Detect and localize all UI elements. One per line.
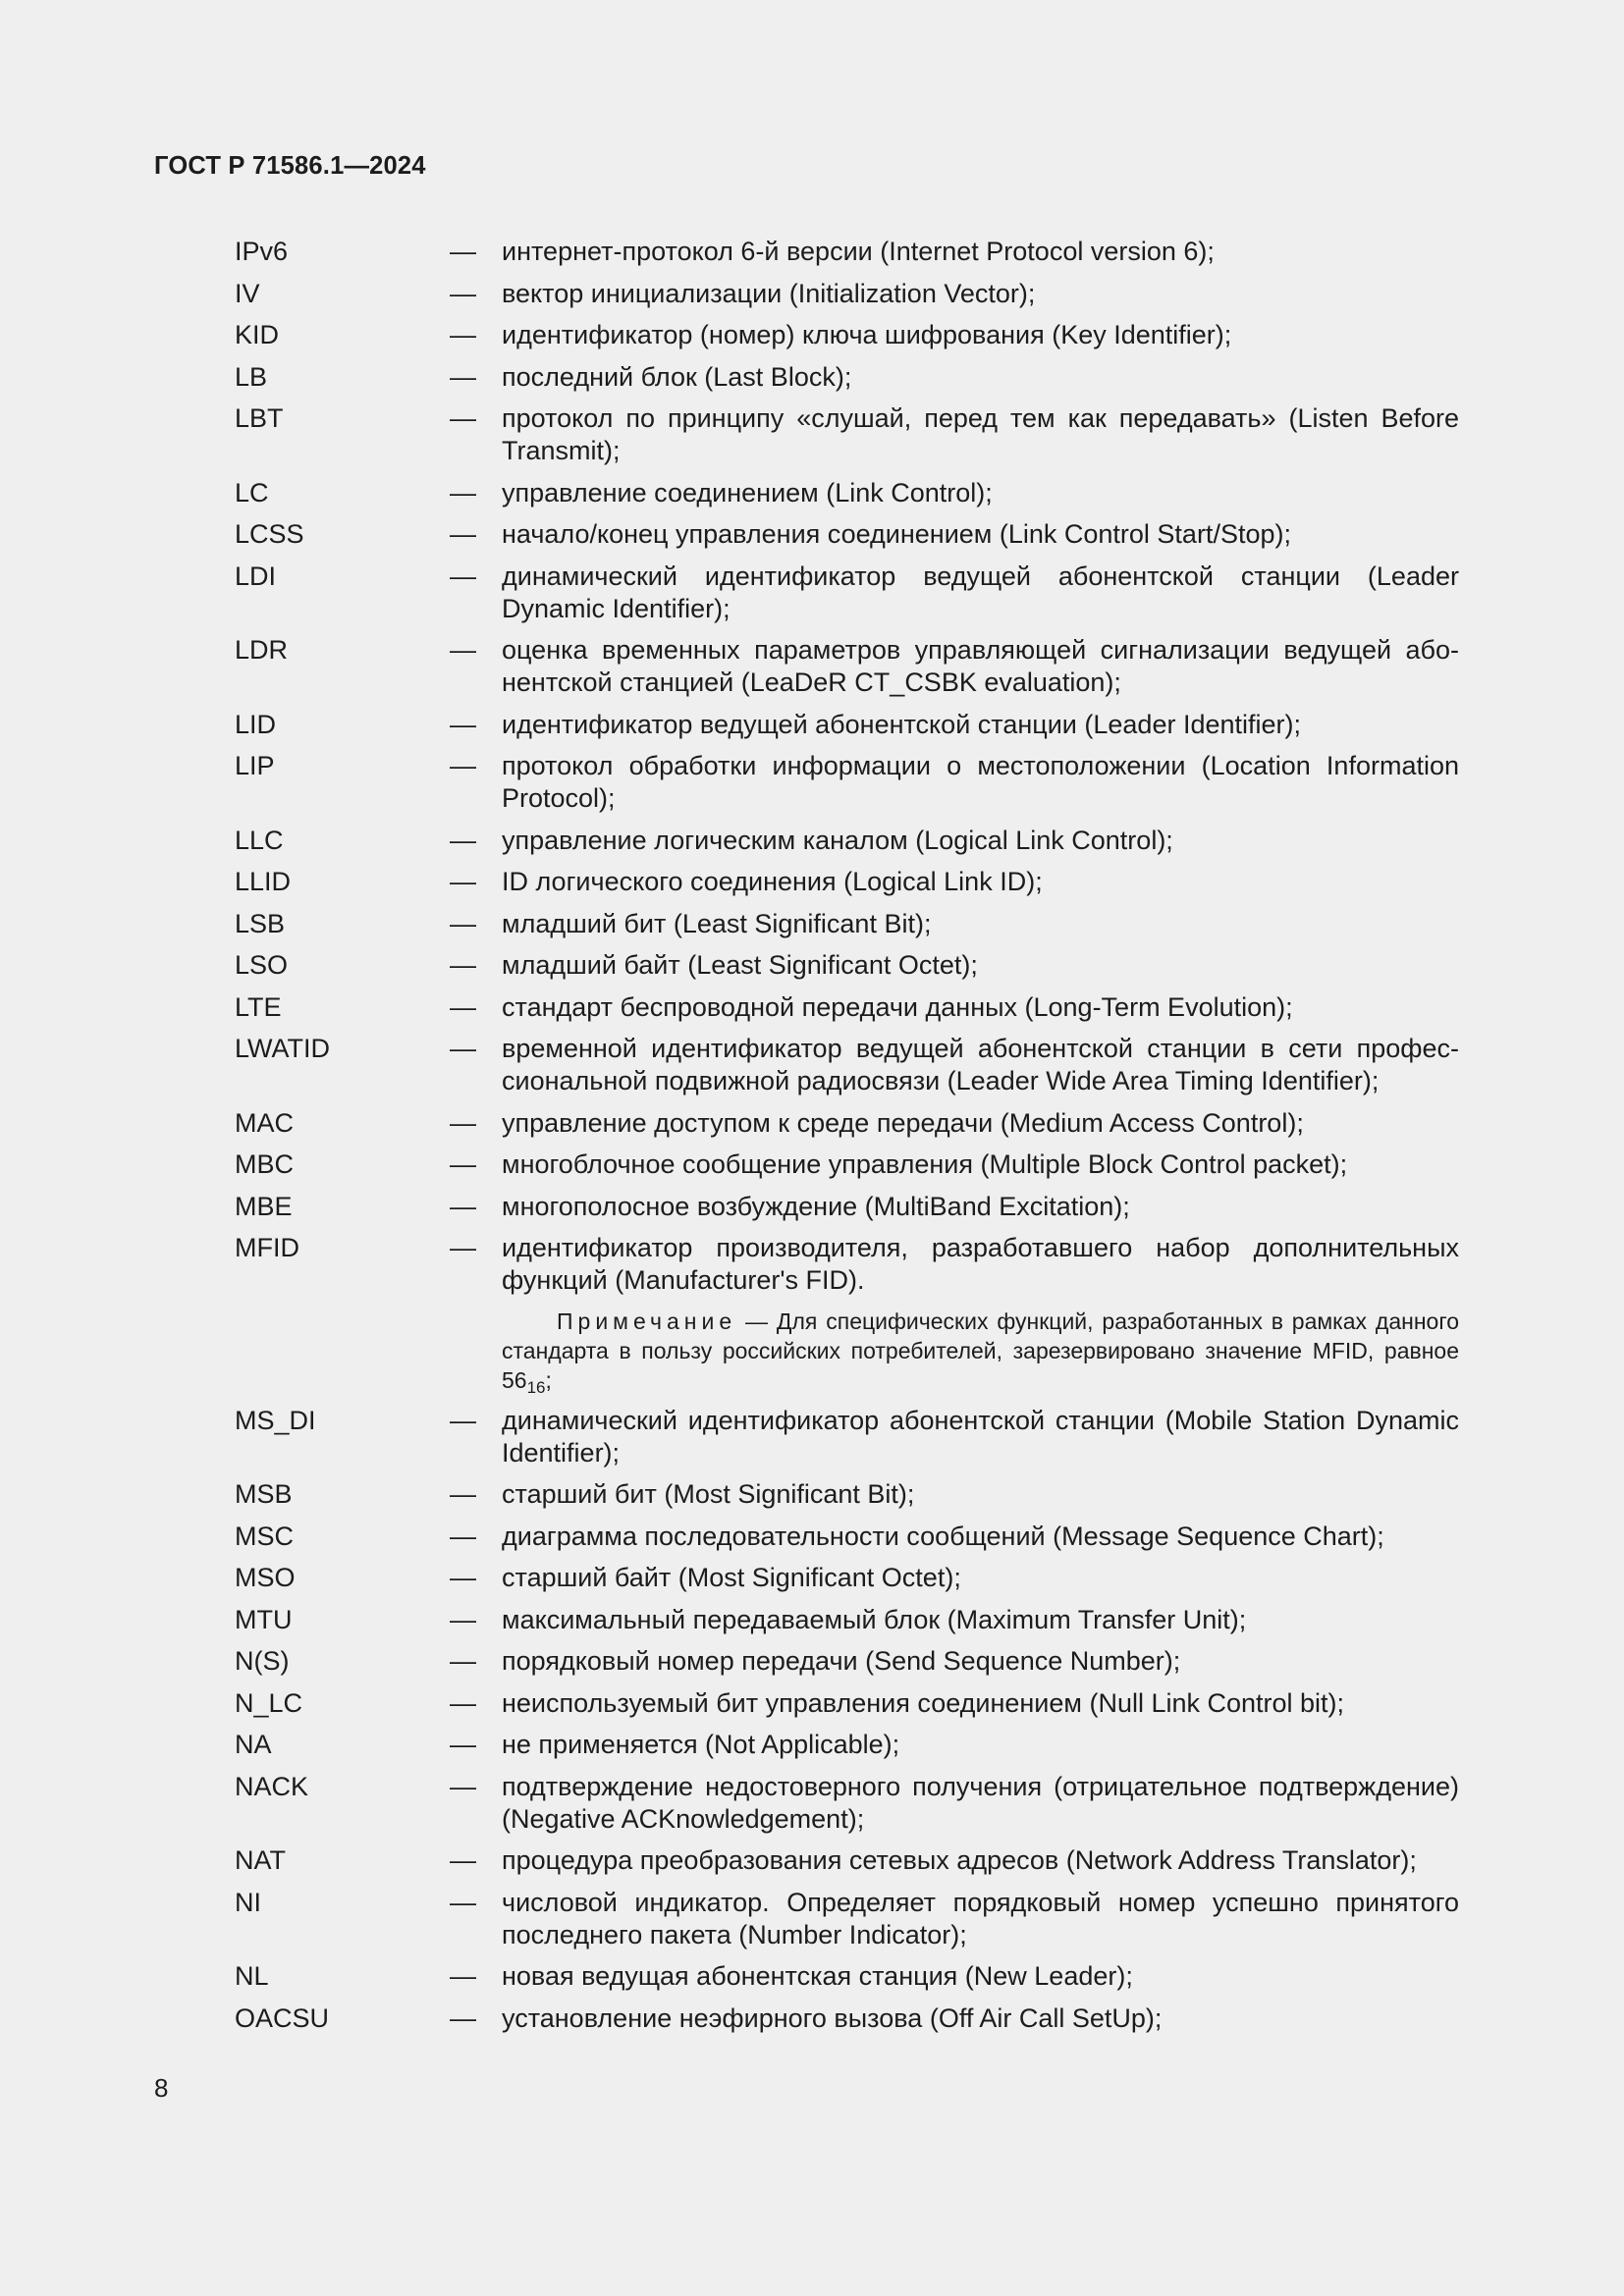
- abbreviation-entry: [235, 561, 1459, 625]
- abbreviation-dash: —: [450, 278, 476, 308]
- abbreviation-term: MSC: [235, 1521, 294, 1551]
- abbreviation-definition: младший бит (Least Significant Bit);: [502, 908, 932, 938]
- abbreviation-definition: числовой индикатор. Определяет порядковый номер успешно принятого последнего пакета (Number Indicator);: [502, 1887, 1459, 1949]
- note: [502, 1307, 1459, 1395]
- abbreviation-entry: [235, 991, 1459, 1024]
- abbreviation-entry: [235, 1521, 1459, 1553]
- abbreviation-definition: не применяется (Not Applicable);: [502, 1730, 900, 1759]
- abbreviation-definition: процедура преобразования сетевых адресов (Network Address Translator);: [502, 1845, 1417, 1875]
- abbreviation-dash: —: [450, 320, 476, 349]
- abbreviation-entry: [235, 319, 1459, 351]
- abbreviation-dash: —: [450, 1521, 476, 1551]
- abbreviation-term: MTU: [235, 1604, 293, 1634]
- abbreviation-definition: протокол обработки информации о местоположении (Location Information Protocol);: [502, 751, 1459, 813]
- abbreviation-term: MSB: [235, 1479, 293, 1509]
- abbreviation-term: IV: [235, 278, 260, 308]
- abbreviation-entry: [235, 236, 1459, 268]
- abbreviation-entry: [235, 949, 1459, 982]
- abbreviation-definition: многоблочное сообщение управления (Multiple Block Control packet);: [502, 1149, 1348, 1179]
- abbreviation-dash: —: [450, 361, 476, 392]
- abbreviation-entry: [235, 1191, 1459, 1223]
- abbreviation-entry: [235, 361, 1459, 394]
- abbreviation-term: KID: [235, 320, 280, 349]
- abbreviation-term: MBE: [235, 1191, 293, 1221]
- abbreviation-definition: старший бит (Most Significant Bit);: [502, 1479, 915, 1509]
- abbreviation-term: MSO: [235, 1563, 296, 1592]
- abbreviation-group-1: [235, 236, 1459, 1297]
- abbreviation-dash: —: [450, 1771, 476, 1801]
- note-subscript: 16: [526, 1377, 546, 1397]
- abbreviation-dash: —: [450, 519, 476, 549]
- abbreviation-entry: [235, 1562, 1459, 1594]
- abbreviation-term: LID: [235, 709, 277, 739]
- abbreviation-dash: —: [450, 1961, 476, 1991]
- abbreviation-dash: —: [450, 991, 476, 1022]
- abbreviation-definition: старший байт (Most Significant Octet);: [502, 1563, 961, 1592]
- abbreviation-dash: —: [450, 1034, 476, 1063]
- abbreviation-definition: протокол по принципу «слушай, перед тем как передавать» (Listen Before Transmit);: [502, 403, 1459, 465]
- abbreviation-term: LDI: [235, 561, 277, 591]
- abbreviation-dash: —: [450, 237, 476, 266]
- note-label: Примечание: [557, 1308, 737, 1334]
- abbreviation-definition: идентификатор (номер) ключа шифрования (Key Identifier);: [502, 320, 1232, 349]
- abbreviation-entry: [235, 278, 1459, 310]
- abbreviation-term: MBC: [235, 1149, 294, 1179]
- abbreviation-term: NA: [235, 1730, 272, 1759]
- abbreviation-dash: —: [450, 1149, 476, 1179]
- abbreviation-entry: [235, 634, 1459, 699]
- abbreviation-entry: [235, 750, 1459, 815]
- abbreviation-term: NI: [235, 1887, 261, 1917]
- abbreviation-dash: —: [450, 1191, 476, 1221]
- abbreviation-term: N_LC: [235, 1687, 303, 1718]
- abbreviation-term: LIP: [235, 751, 275, 780]
- abbreviation-entry: [235, 477, 1459, 509]
- abbreviation-entry: [235, 1844, 1459, 1877]
- note-text: — Для специфических функций, разработанных в рамках данного стандарта в пользу российских потребителей, зарезервировано значение MFID, равное 56: [502, 1308, 1459, 1393]
- abbreviation-entry: [235, 908, 1459, 940]
- abbreviation-dash: —: [450, 1405, 476, 1435]
- abbreviation-entry: [235, 1232, 1459, 1297]
- abbreviation-dash: —: [450, 1730, 476, 1759]
- abbreviation-term: MFID: [235, 1233, 299, 1262]
- abbreviation-definition: младший байт (Least Significant Octet);: [502, 950, 978, 980]
- abbreviation-entry: [235, 2002, 1459, 2035]
- abbreviation-definition: динамический идентификатор абонентской станции (Mobile Station Dynamic Identifier);: [502, 1405, 1459, 1468]
- abbreviation-entry: [235, 1107, 1459, 1140]
- abbreviation-term: OACSU: [235, 2002, 330, 2033]
- abbreviation-term: LSB: [235, 908, 286, 938]
- abbreviation-dash: —: [450, 1646, 476, 1676]
- abbreviation-definition: последний блок (Last Block);: [502, 361, 852, 392]
- abbreviation-dash: —: [450, 1687, 476, 1718]
- abbreviation-dash: —: [450, 709, 476, 739]
- abbreviation-definition: установление неэфирного вызова (Off Air Call SetUp);: [502, 2002, 1163, 2033]
- abbreviation-entry: [235, 1604, 1459, 1636]
- abbreviation-entry: [235, 709, 1459, 741]
- abbreviation-term: IPv6: [235, 237, 289, 266]
- abbreviation-definition: идентификатор ведущей абонентской станции (Leader Identifier);: [502, 709, 1302, 739]
- abbreviation-term: LDR: [235, 635, 289, 665]
- abbreviation-definition: управление логическим каналом (Logical Link Control);: [502, 825, 1173, 855]
- abbreviation-entry: [235, 1645, 1459, 1678]
- abbreviation-definition: стандарт беспроводной передачи данных (Long-Term Evolution);: [502, 991, 1293, 1022]
- abbreviation-definition: динамический идентификатор ведущей абонентской станции (Leader Dynamic Identifier);: [502, 561, 1459, 623]
- abbreviation-definition: управление доступом к среде передачи (Medium Access Control);: [502, 1107, 1304, 1138]
- abbreviation-definition: вектор инициализации (Initialization Vector);: [502, 278, 1036, 308]
- abbreviation-definition: идентификатор производителя, разработавшего набор дополнительных функций (Manufacturer's FID).: [502, 1233, 1459, 1295]
- abbreviation-term: LC: [235, 477, 269, 507]
- abbreviation-definition: многополосное возбуждение (MultiBand Excitation);: [502, 1191, 1130, 1221]
- abbreviation-entry: [235, 825, 1459, 857]
- abbreviation-entry: [235, 1960, 1459, 1993]
- abbreviation-definition: неиспользуемый бит управления соединением (Null Link Control bit);: [502, 1687, 1345, 1718]
- abbreviation-dash: —: [450, 1604, 476, 1634]
- abbreviation-definition: управление соединением (Link Control);: [502, 477, 993, 507]
- abbreviation-term: NL: [235, 1961, 269, 1991]
- abbreviation-entry: [235, 518, 1459, 551]
- abbreviation-dash: —: [450, 908, 476, 938]
- abbreviation-definition: подтверждение недостоверного получения (отрицательное подтверждение) (Negative ACKnowledgement);: [502, 1771, 1459, 1834]
- document-header: ГОСТ Р 71586.1—2024: [154, 152, 426, 180]
- abbreviation-definition: ID логического соединения (Logical Link ID);: [502, 867, 1043, 896]
- abbreviation-term: MS_DI: [235, 1405, 316, 1435]
- abbreviation-term: LTE: [235, 991, 282, 1022]
- abbreviation-entry: [235, 402, 1459, 467]
- abbreviation-dash: —: [450, 2002, 476, 2033]
- abbreviation-term: NAT: [235, 1845, 286, 1875]
- abbreviation-term: LSO: [235, 950, 289, 980]
- abbreviation-dash: —: [450, 1563, 476, 1592]
- abbreviation-dash: —: [450, 950, 476, 980]
- abbreviation-term: LLID: [235, 867, 292, 896]
- abbreviation-term: LWATID: [235, 1034, 330, 1063]
- abbreviation-dash: —: [450, 1107, 476, 1138]
- abbreviation-dash: —: [450, 477, 476, 507]
- abbreviation-entry: [235, 1148, 1459, 1181]
- abbreviation-term: MAC: [235, 1107, 294, 1138]
- abbreviation-entry: [235, 1405, 1459, 1469]
- abbreviation-entry: [235, 1771, 1459, 1836]
- abbreviation-definition: интернет-протокол 6-й версии (Internet Protocol version 6);: [502, 237, 1215, 266]
- abbreviation-dash: —: [450, 561, 476, 591]
- abbreviation-entry: [235, 1687, 1459, 1720]
- abbreviation-group-2: [235, 1405, 1459, 2035]
- abbreviation-list: [235, 236, 1459, 2044]
- abbreviation-entry: [235, 866, 1459, 898]
- abbreviation-definition: временной идентификатор ведущей абонентской станции в сети профессиональной подвижной радиосвязи (Leader Wide Area Timing Identifier);: [502, 1034, 1459, 1095]
- abbreviation-definition: порядковый номер передачи (Send Sequence Number);: [502, 1646, 1181, 1676]
- abbreviation-definition: новая ведущая абонентская станция (New Leader);: [502, 1961, 1133, 1991]
- note-tail: ;: [545, 1366, 552, 1393]
- abbreviation-term: N(S): [235, 1646, 290, 1676]
- abbreviation-term: LLC: [235, 825, 284, 855]
- abbreviation-definition: начало/конец управления соединением (Link Control Start/Stop);: [502, 519, 1291, 549]
- abbreviation-dash: —: [450, 1845, 476, 1875]
- abbreviation-dash: —: [450, 751, 476, 780]
- abbreviation-dash: —: [450, 635, 476, 665]
- abbreviation-entry: [235, 1887, 1459, 1951]
- page-number: 8: [154, 2073, 169, 2103]
- abbreviation-dash: —: [450, 1479, 476, 1509]
- abbreviation-dash: —: [450, 825, 476, 855]
- abbreviation-term: LB: [235, 361, 268, 392]
- abbreviation-term: LBT: [235, 403, 284, 433]
- abbreviation-definition: оценка временных параметров управляющей сигнализации ведущей абонентской станцией (LeaDeR CT_CSBK evaluation);: [502, 635, 1459, 697]
- abbreviation-entry: [235, 1478, 1459, 1511]
- abbreviation-entry: [235, 1729, 1459, 1761]
- abbreviation-dash: —: [450, 867, 476, 896]
- abbreviation-dash: —: [450, 403, 476, 433]
- abbreviation-dash: —: [450, 1233, 476, 1262]
- abbreviation-term: LCSS: [235, 519, 304, 549]
- abbreviation-dash: —: [450, 1887, 476, 1917]
- abbreviation-entry: [235, 1033, 1459, 1097]
- abbreviation-definition: максимальный передаваемый блок (Maximum Transfer Unit);: [502, 1604, 1247, 1634]
- abbreviation-term: NACK: [235, 1771, 309, 1801]
- abbreviation-definition: диаграмма последовательности сообщений (Message Sequence Chart);: [502, 1521, 1384, 1551]
